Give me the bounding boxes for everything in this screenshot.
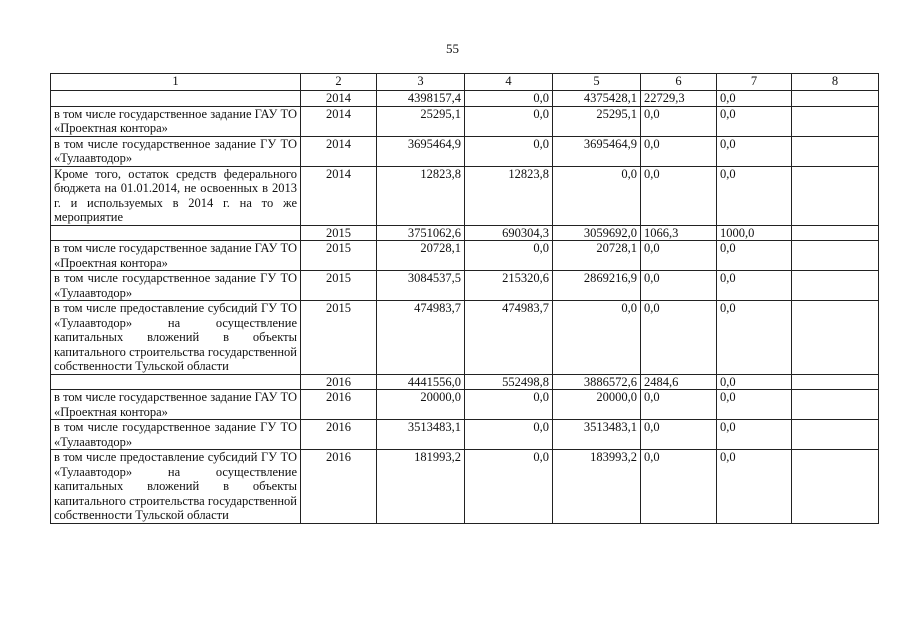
table-row xyxy=(51,91,879,107)
table-row xyxy=(51,166,879,225)
federal-cell: 0,0 xyxy=(465,91,553,107)
federal-cell: 474983,7 xyxy=(465,301,553,375)
table-row xyxy=(51,241,879,271)
year-cell: 2014 xyxy=(301,136,377,166)
municipal-cell: 0,0 xyxy=(641,450,717,524)
municipal-cell: 0,0 xyxy=(641,390,717,420)
note-cell xyxy=(792,166,879,225)
federal-cell: 215320,6 xyxy=(465,271,553,301)
note-cell xyxy=(792,271,879,301)
row-name-cell: в том числе государственное задание ГУ ТО «Тулаавтодор» xyxy=(51,271,301,301)
total-cell: 181993,2 xyxy=(377,450,465,524)
total-cell: 3695464,9 xyxy=(377,136,465,166)
table-row xyxy=(51,390,879,420)
total-cell: 3084537,5 xyxy=(377,271,465,301)
note-cell xyxy=(792,374,879,390)
total-cell: 4398157,4 xyxy=(377,91,465,107)
year-cell: 2015 xyxy=(301,301,377,375)
federal-cell: 552498,8 xyxy=(465,374,553,390)
row-name-cell: в том числе государственное задание ГАУ ТО «Проектная контора» xyxy=(51,241,301,271)
table-row xyxy=(51,420,879,450)
federal-cell: 0,0 xyxy=(465,136,553,166)
extrabudget-cell: 0,0 xyxy=(717,450,792,524)
table-row xyxy=(51,136,879,166)
column-header: 7 xyxy=(717,74,792,91)
total-cell: 25295,1 xyxy=(377,106,465,136)
regional-cell: 20728,1 xyxy=(553,241,641,271)
regional-cell: 2869216,9 xyxy=(553,271,641,301)
row-name-cell xyxy=(51,225,301,241)
row-name-cell: в том числе государственное задание ГУ ТО «Тулаавтодор» xyxy=(51,136,301,166)
total-cell: 12823,8 xyxy=(377,166,465,225)
regional-cell: 4375428,1 xyxy=(553,91,641,107)
row-name-cell: в том числе государственное задание ГАУ ТО «Проектная контора» xyxy=(51,390,301,420)
municipal-cell: 0,0 xyxy=(641,420,717,450)
extrabudget-cell: 0,0 xyxy=(717,166,792,225)
row-name-cell: Кроме того, остаток средств федерального бюджета на 01.01.2014, не освоенных в 2013 г. и используемых в 2014 г. на то же мероприятие xyxy=(51,166,301,225)
year-cell: 2016 xyxy=(301,420,377,450)
federal-cell: 0,0 xyxy=(465,106,553,136)
row-name-cell: в том числе предоставление субсидий ГУ ТО «Тулаавтодор» на осуществление капитальных вложений в объекты капитального строительства государственной собственности Тульской области xyxy=(51,301,301,375)
total-cell: 20728,1 xyxy=(377,241,465,271)
year-cell: 2016 xyxy=(301,390,377,420)
note-cell xyxy=(792,91,879,107)
total-cell: 474983,7 xyxy=(377,301,465,375)
column-header: 8 xyxy=(792,74,879,91)
note-cell xyxy=(792,136,879,166)
extrabudget-cell: 0,0 xyxy=(717,91,792,107)
year-cell: 2014 xyxy=(301,106,377,136)
municipal-cell: 22729,3 xyxy=(641,91,717,107)
regional-cell: 3513483,1 xyxy=(553,420,641,450)
regional-cell: 25295,1 xyxy=(553,106,641,136)
column-header: 4 xyxy=(465,74,553,91)
extrabudget-cell: 0,0 xyxy=(717,301,792,375)
federal-cell: 690304,3 xyxy=(465,225,553,241)
row-name-cell: в том числе государственное задание ГУ ТО «Тулаавтодор» xyxy=(51,420,301,450)
extrabudget-cell: 0,0 xyxy=(717,420,792,450)
table-row xyxy=(51,106,879,136)
municipal-cell: 0,0 xyxy=(641,166,717,225)
municipal-cell: 0,0 xyxy=(641,136,717,166)
extrabudget-cell: 0,0 xyxy=(717,241,792,271)
regional-cell: 3695464,9 xyxy=(553,136,641,166)
total-cell: 3513483,1 xyxy=(377,420,465,450)
year-cell: 2015 xyxy=(301,271,377,301)
federal-cell: 0,0 xyxy=(465,450,553,524)
column-header: 2 xyxy=(301,74,377,91)
row-name-cell: в том числе предоставление субсидий ГУ ТО «Тулаавтодор» на осуществление капитальных вложений в объекты капитального строительства государственной собственности Тульской области xyxy=(51,450,301,524)
note-cell xyxy=(792,420,879,450)
note-cell xyxy=(792,106,879,136)
regional-cell: 0,0 xyxy=(553,301,641,375)
page-number: 55 xyxy=(446,41,459,56)
regional-cell: 20000,0 xyxy=(553,390,641,420)
extrabudget-cell: 0,0 xyxy=(717,390,792,420)
municipal-cell: 1066,3 xyxy=(641,225,717,241)
year-cell: 2014 xyxy=(301,91,377,107)
column-header: 3 xyxy=(377,74,465,91)
regional-cell: 3886572,6 xyxy=(553,374,641,390)
year-cell: 2015 xyxy=(301,241,377,271)
total-cell: 4441556,0 xyxy=(377,374,465,390)
extrabudget-cell: 0,0 xyxy=(717,374,792,390)
year-cell: 2016 xyxy=(301,450,377,524)
note-cell xyxy=(792,241,879,271)
total-cell: 3751062,6 xyxy=(377,225,465,241)
row-name-cell xyxy=(51,374,301,390)
regional-cell: 0,0 xyxy=(553,166,641,225)
extrabudget-cell: 1000,0 xyxy=(717,225,792,241)
extrabudget-cell: 0,0 xyxy=(717,136,792,166)
federal-cell: 0,0 xyxy=(465,241,553,271)
municipal-cell: 2484,6 xyxy=(641,374,717,390)
year-cell: 2016 xyxy=(301,374,377,390)
budget-table xyxy=(50,73,879,524)
year-cell: 2014 xyxy=(301,166,377,225)
extrabudget-cell: 0,0 xyxy=(717,271,792,301)
extrabudget-cell: 0,0 xyxy=(717,106,792,136)
column-header: 1 xyxy=(51,74,301,91)
table-row xyxy=(51,271,879,301)
row-name-cell xyxy=(51,91,301,107)
note-cell xyxy=(792,450,879,524)
note-cell xyxy=(792,301,879,375)
column-header: 6 xyxy=(641,74,717,91)
municipal-cell: 0,0 xyxy=(641,301,717,375)
table-row xyxy=(51,450,879,524)
note-cell xyxy=(792,225,879,241)
table-row xyxy=(51,225,879,241)
federal-cell: 0,0 xyxy=(465,390,553,420)
federal-cell: 12823,8 xyxy=(465,166,553,225)
table-row xyxy=(51,374,879,390)
municipal-cell: 0,0 xyxy=(641,106,717,136)
header-row xyxy=(51,74,879,91)
federal-cell: 0,0 xyxy=(465,420,553,450)
year-cell: 2015 xyxy=(301,225,377,241)
regional-cell: 183993,2 xyxy=(553,450,641,524)
column-header: 5 xyxy=(553,74,641,91)
regional-cell: 3059692,0 xyxy=(553,225,641,241)
municipal-cell: 0,0 xyxy=(641,241,717,271)
table-row xyxy=(51,301,879,375)
municipal-cell: 0,0 xyxy=(641,271,717,301)
row-name-cell: в том числе государственное задание ГАУ ТО «Проектная контора» xyxy=(51,106,301,136)
note-cell xyxy=(792,390,879,420)
total-cell: 20000,0 xyxy=(377,390,465,420)
